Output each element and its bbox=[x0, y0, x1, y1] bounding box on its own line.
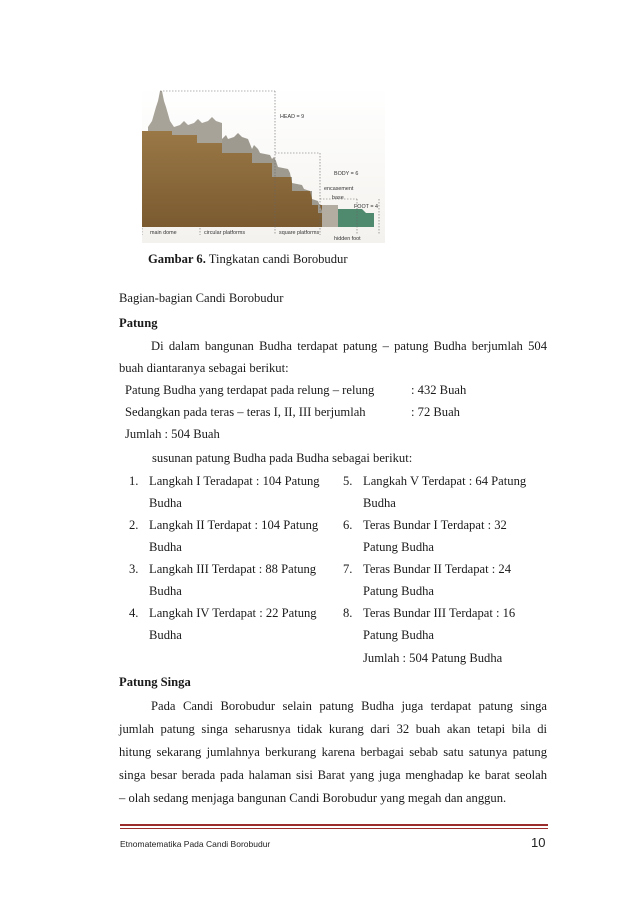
label-body: BODY = 6 bbox=[334, 171, 359, 177]
list-item-line2: Budha bbox=[149, 628, 182, 642]
list-item-number: 5. bbox=[343, 474, 353, 488]
caption-label: Gambar 6. bbox=[148, 252, 206, 266]
label-hidden-foot: hidden foot bbox=[334, 236, 361, 242]
list-item-number: 2. bbox=[129, 518, 139, 532]
label-square-platforms: square platforms bbox=[279, 230, 320, 236]
section-title: Bagian-bagian Candi Borobudur bbox=[119, 291, 284, 305]
label-circular-platforms: circular platforms bbox=[204, 230, 246, 236]
list-item-line1: Langkah V Terdapat : 64 Patung bbox=[363, 474, 527, 488]
caption-text: Tingkatan candi Borobudur bbox=[208, 252, 348, 266]
list-item-line1: Langkah II Terdapat : 104 Patung bbox=[149, 518, 319, 532]
singa-line: singa besar berada pada halaman sisi Barat yang juga menghadap ke barat seolah bbox=[119, 768, 547, 782]
footer-rule-thin bbox=[120, 828, 548, 829]
singa-line: jumlah patung singa seharusnya tidak kurang dari 32 buah akan tetapi bila di bbox=[119, 722, 547, 736]
list-item-line1: Langkah IV Terdapat : 22 Patung bbox=[149, 606, 317, 620]
list-item-line2: Budha bbox=[149, 496, 182, 510]
patung-intro-line2: buah diantaranya sebagai berikut: bbox=[119, 361, 289, 375]
patung-row-value: : 72 Buah bbox=[411, 405, 460, 419]
list-item-line1: Teras Bundar II Terdapat : 24 bbox=[363, 562, 512, 576]
singa-line: hitung sekarang jumlahnya berkurang karena berbagai sebab satu satunya patung bbox=[119, 745, 547, 759]
singa-heading: Patung Singa bbox=[119, 675, 191, 689]
list-item-line1: Teras Bundar I Terdapat : 32 bbox=[363, 518, 507, 532]
list-item-line2: Budha bbox=[363, 496, 396, 510]
label-encasement: encasement bbox=[324, 186, 354, 192]
page-number: 10 bbox=[531, 835, 546, 850]
list-item-number: 3. bbox=[129, 562, 139, 576]
figure-caption bbox=[148, 252, 348, 267]
label-head: HEAD = 9 bbox=[280, 114, 305, 120]
list-item-line2: Patung Budha bbox=[363, 540, 435, 554]
footer-title: Etnomatematika Pada Candi Borobudur bbox=[120, 839, 271, 849]
patung-row-label: Patung Budha yang terdapat pada relung – relung bbox=[125, 383, 375, 397]
list-item-number: 8. bbox=[343, 606, 353, 620]
patung-total: Jumlah : 504 Buah bbox=[125, 427, 220, 441]
list-item-line2: Budha bbox=[149, 584, 182, 598]
list-item-number: 4. bbox=[129, 606, 139, 620]
list-item-number: 1. bbox=[129, 474, 139, 488]
singa-line: – olah sedang menjaga bangunan Candi Borobudur yang megah dan anggun. bbox=[119, 791, 507, 805]
patung-intro-line1: Di dalam bangunan Budha terdapat patung – patung Budha berjumlah 504 bbox=[151, 339, 547, 353]
patung-row-label: Sedangkan pada teras – teras I, II, III berjumlah bbox=[125, 405, 366, 419]
label-main-dome: main dome bbox=[150, 230, 177, 236]
list-item-line2: Budha bbox=[149, 540, 182, 554]
list-item-line2: Patung Budha bbox=[363, 584, 435, 598]
footer-rule bbox=[120, 824, 548, 826]
list-item-line1: Teras Bundar III Terdapat : 16 bbox=[363, 606, 516, 620]
arrangement-intro: susunan patung Budha pada Budha sebagai berikut: bbox=[152, 451, 413, 465]
list-item-number: 7. bbox=[343, 562, 353, 576]
list-total: Jumlah : 504 Patung Budha bbox=[363, 651, 503, 665]
list-item-line1: Langkah I Teradapat : 104 Patung bbox=[149, 474, 320, 488]
singa-line: Pada Candi Borobudur selain patung Budha juga terdapat patung singa bbox=[151, 699, 547, 713]
label-foot: FOOT = 4 bbox=[354, 204, 379, 210]
list-item-number: 6. bbox=[343, 518, 353, 532]
list-item-line1: Langkah III Terdapat : 88 Patung bbox=[149, 562, 317, 576]
patung-heading: Patung bbox=[119, 316, 158, 330]
patung-row-value: : 432 Buah bbox=[411, 383, 467, 397]
borobudur-diagram bbox=[142, 87, 385, 243]
list-item-line2: Patung Budha bbox=[363, 628, 435, 642]
label-base: base bbox=[332, 195, 344, 201]
